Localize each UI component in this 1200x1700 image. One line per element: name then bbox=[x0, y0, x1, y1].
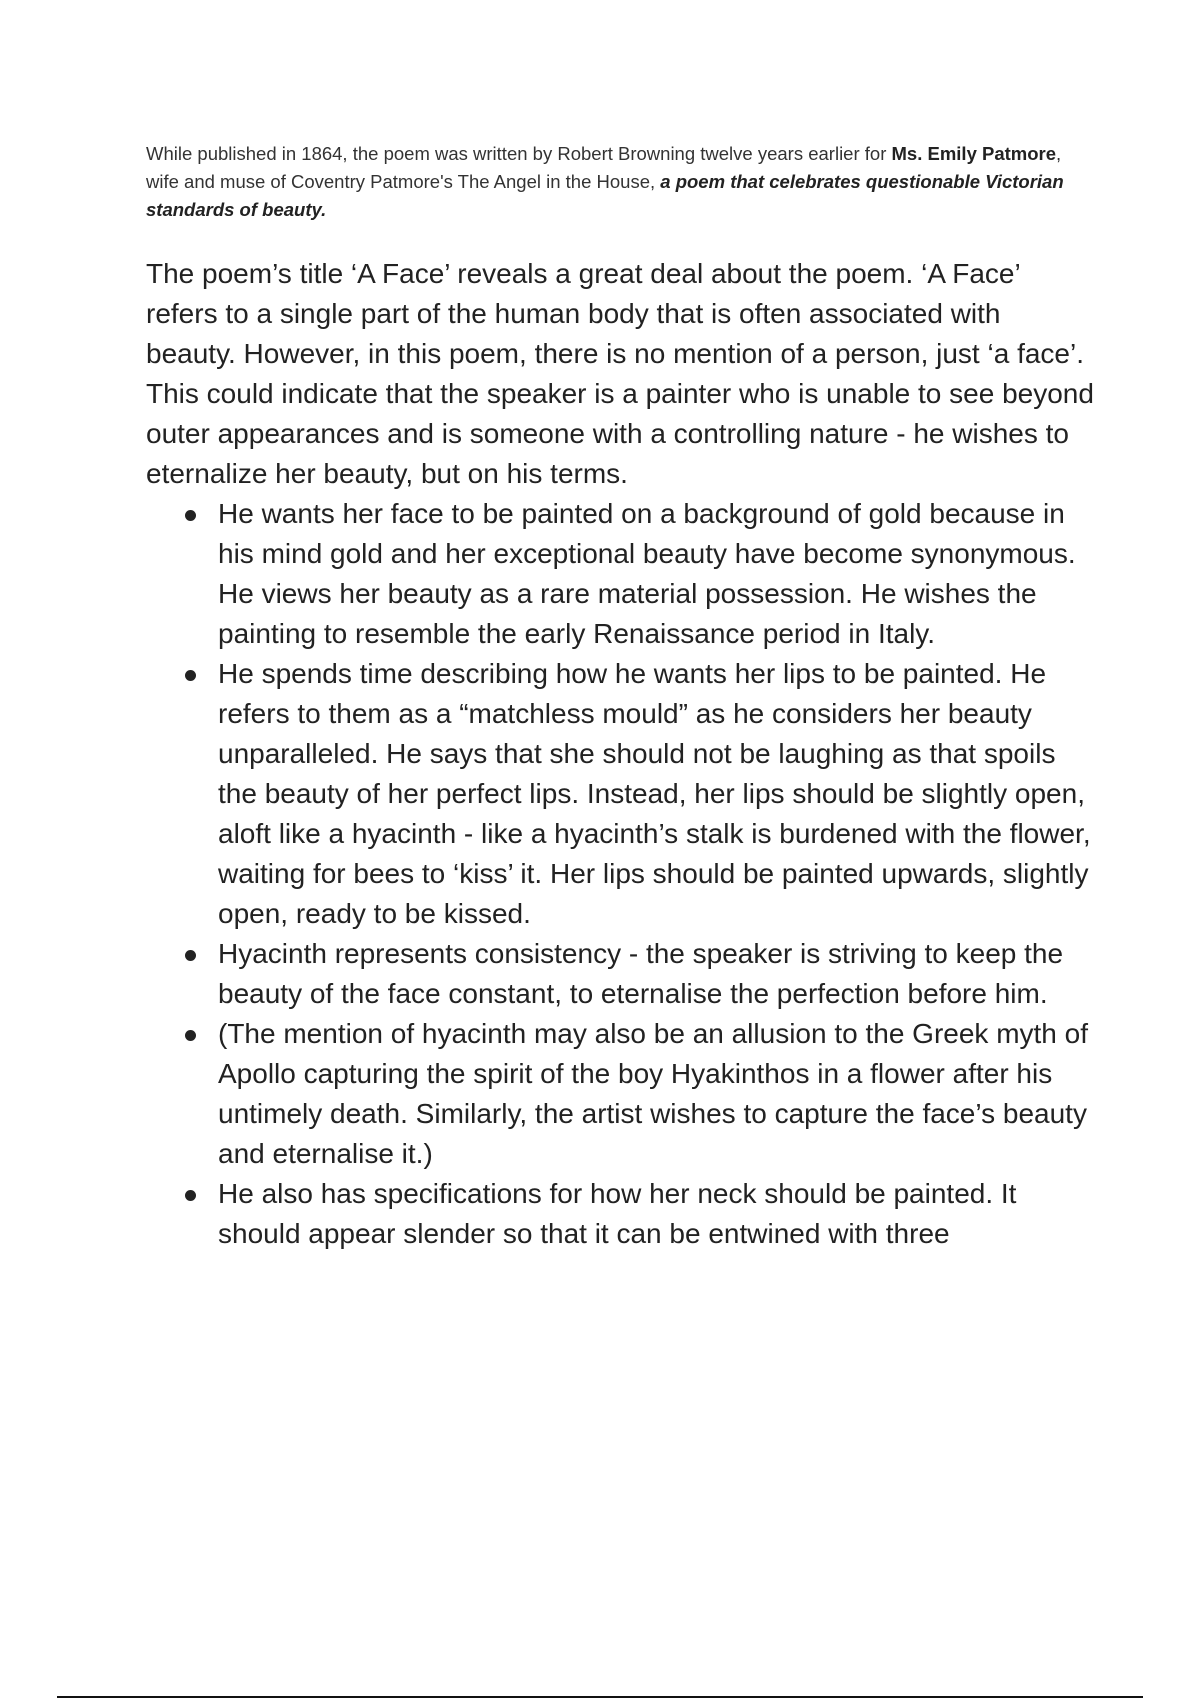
intro-bold-italic: a poem that celebrates questionable Victorian standards of beauty. bbox=[146, 171, 1064, 220]
intro-text-1: While published in 1864, the poem was written by Robert Browning twelve years earlier for bbox=[146, 143, 892, 164]
intro-paragraph bbox=[146, 140, 1096, 224]
footer-divider bbox=[57, 1696, 1143, 1698]
document-page bbox=[146, 140, 1096, 1254]
list-item: He also has specifications for how her neck should be painted. It should appear slender so that it can be entwined with three bbox=[146, 1174, 1096, 1254]
intro-bold-name: Ms. Emily Patmore bbox=[891, 143, 1057, 164]
intro-text-2: , wife and muse of Coventry Patmore's The Angel in the House, bbox=[146, 143, 1062, 192]
list-item: He wants her face to be painted on a background of gold because in his mind gold and her exceptional beauty have become synonymous. He views her beauty as a rare material possession. He wishes the painting to resemble the early Renaissance period in Italy. bbox=[146, 494, 1096, 654]
list-item: Hyacinth represents consistency - the speaker is striving to keep the beauty of the face constant, to eternalise the perfection before him. bbox=[146, 934, 1096, 1014]
bullet-list bbox=[146, 494, 1096, 1254]
list-item: (The mention of hyacinth may also be an allusion to the Greek myth of Apollo capturing the spirit of the boy Hyakinthos in a flower after his untimely death. Similarly, the artist wishes to capture the face’s beauty and eternalise it.) bbox=[146, 1014, 1096, 1174]
list-item: He spends time describing how he wants her lips to be painted. He refers to them as a “matchless mould” as he considers her beauty unparalleled. He says that she should not be laughing as that spoils the beauty of her perfect lips. Instead, her lips should be slightly open, aloft like a hyacinth - like a hyacinth’s stalk is burdened with the flower, waiting for bees to ‘kiss’ it. Her lips should be painted upwards, slightly open, ready to be kissed. bbox=[146, 654, 1096, 934]
main-paragraph: The poem’s title ‘A Face’ reveals a great deal about the poem. ‘A Face’ refers to a single part of the human body that is often associated with beauty. However, in this poem, there is no mention of a person, just ‘a face’. This could indicate that the speaker is a painter who is unable to see beyond outer appearances and is someone with a controlling nature - he wishes to eternalize her beauty, but on his terms. bbox=[146, 258, 1094, 489]
